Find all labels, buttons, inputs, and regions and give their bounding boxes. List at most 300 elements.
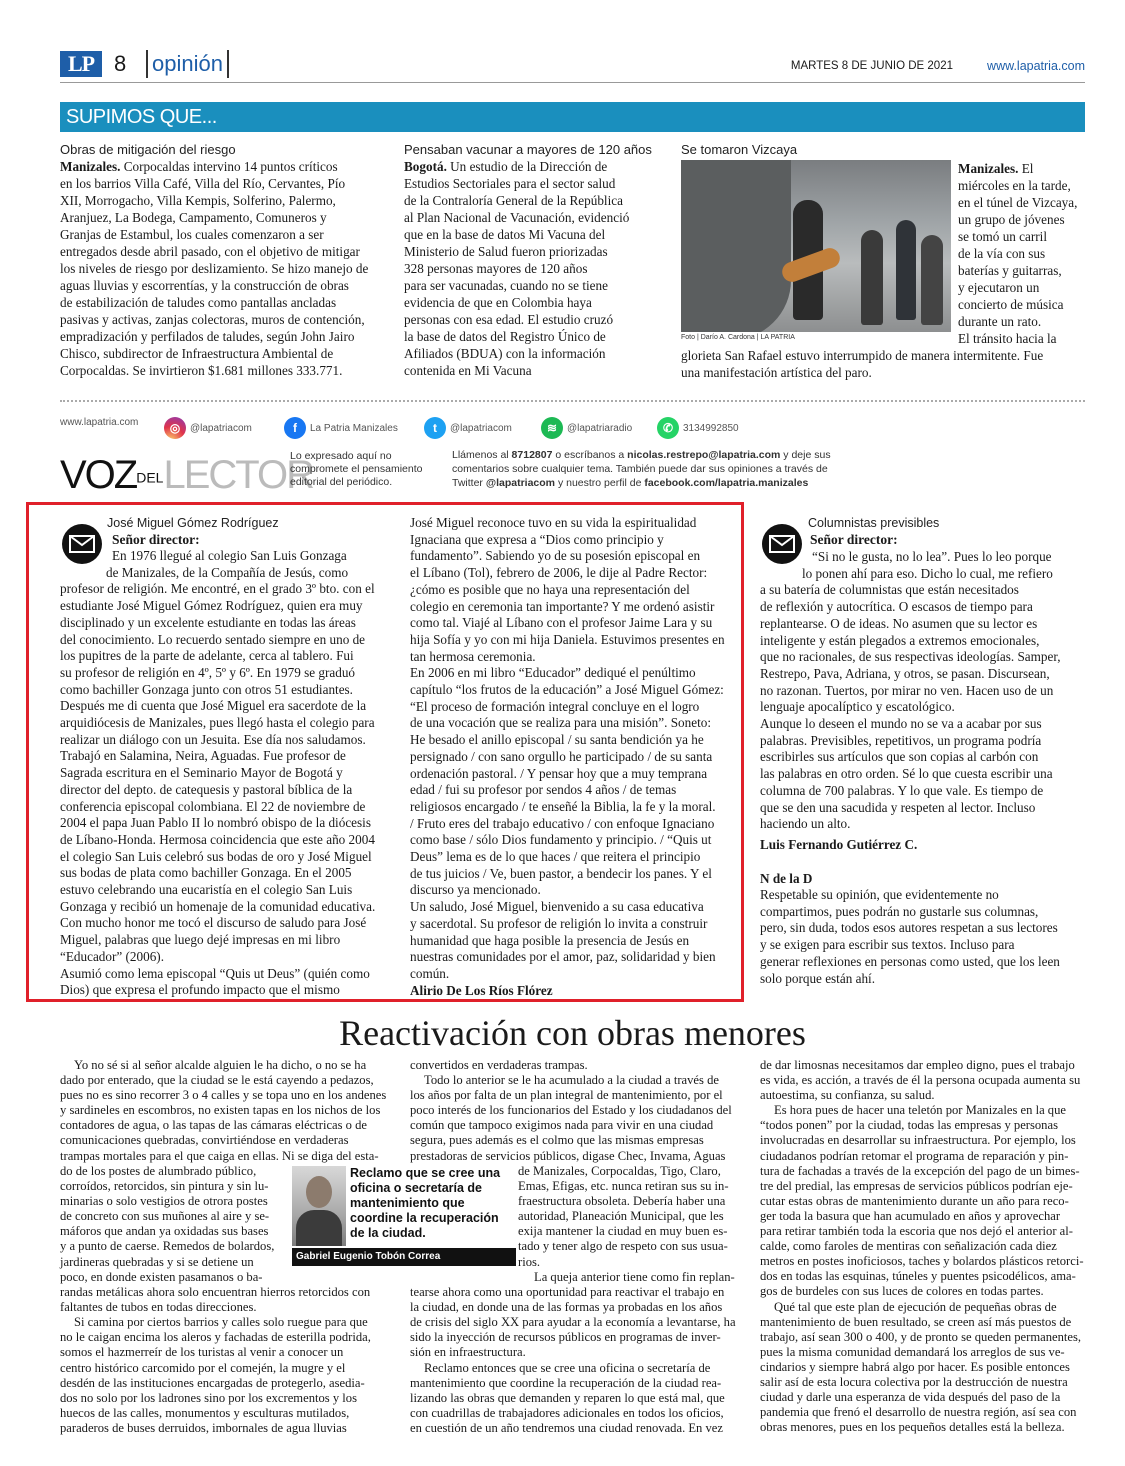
contact-highlight[interactable]: @lapatriacom	[485, 477, 556, 489]
letter-line: replantearse. O de ideas. No asumen que su lector es	[760, 615, 1038, 631]
text-line	[958, 211, 1085, 228]
letter-line: En 1976 llegué al colegio San Luis Gonzaga	[112, 548, 347, 563]
letter-line: las palabras en otro orden. Sé lo que cuesta escribir una	[760, 766, 1053, 782]
article-line: Todo lo anterior se le ha acumulado a la ciudad a través de	[424, 1073, 719, 1088]
editor-note-title: N de la D	[760, 871, 813, 886]
article-column-1-top	[60, 1058, 387, 1164]
letter-line: Después me di cuenta que José Miguel era sacerdote de la	[60, 698, 367, 714]
letter-line: Asumió como lema episcopal “Quis ut Deus” (quién como	[60, 965, 370, 981]
letter-line: José Miguel reconoce tuvo en su vida la espiritualidad	[410, 515, 697, 530]
article-line: la ciudad, en donde una de las formas ya probadas en los años	[410, 1300, 723, 1315]
letter-line: de reflexión y autocrítica. O escasos de tiempo para	[760, 599, 1033, 615]
article-line: ciudad y darle una esperanza de vida después del paso de la	[760, 1390, 1061, 1405]
letter-line: He besado el anillo episcopal / su santa bendición ya he	[410, 732, 704, 748]
article-line: no le caigan encima los aleros y fachadas de esterilla podrida,	[60, 1330, 371, 1345]
header-rule	[60, 82, 1085, 83]
letter1-signer: Alirio De Los Ríos Flórez	[410, 983, 553, 998]
text-line: una manifestación artística del paro.	[681, 365, 872, 380]
letter-line: estuvo celebrando una eucaristía en el colegio San Luis	[60, 882, 353, 898]
article-headline: Reactivación con obras menores	[339, 1013, 806, 1053]
article-column-2-bottom	[410, 1270, 737, 1436]
article-line: jardineras quebradas y si se detiene un	[60, 1254, 254, 1269]
text-fragment: para ser vacunadas, cuando no se tiene	[404, 278, 608, 293]
text-fragment: la base de datos del Registro Único de	[404, 329, 606, 344]
text-fragment: evidencia de que en Colombia haya	[404, 295, 592, 310]
social-twitter[interactable]: t @lapatriacom	[424, 417, 512, 439]
article-line: de dar limosnas necesitamos dar empleo digno, pues el trabajo	[760, 1058, 1075, 1072]
text-line	[60, 345, 360, 362]
text-line	[60, 311, 365, 328]
letter1-column-2	[410, 515, 735, 983]
article-line: en cuestión de un año tendremos una ciudad renovada. En vez	[410, 1420, 723, 1435]
article-line: tearse ahora como una oportunidad para reactivar el trabajo en	[410, 1285, 725, 1300]
text-line	[60, 192, 360, 209]
article-line: trampas mortales para el que caiga en ellas. Ni se diga del esta-	[60, 1148, 379, 1163]
article-line: mantenimiento que coordine la recuperación de la ciudad rea-	[410, 1375, 722, 1390]
letter-line: Ignaciana que expresa a “Dios como principio y	[410, 531, 664, 547]
article-line: mantenimiento de buen resultado, se creen así más puestos de	[760, 1314, 1072, 1329]
whatsapp-icon: ✆	[657, 417, 679, 439]
article-column-1-bottom	[60, 1270, 387, 1436]
supimos-heading-3: Se tomaron Vizcaya	[681, 142, 798, 157]
supimos-column-3	[681, 142, 1085, 158]
article-line: faltantes de tubos en todas direcciones.	[60, 1300, 257, 1315]
letter-line: a su batería de columnistas que están necesitados	[760, 582, 1019, 598]
letter-line: que no racionales, de sus respectivas ideologías. Samper,	[760, 649, 1061, 665]
letter-line: el colegio San Luis celebró sus bodas de oro y José Miguel	[60, 848, 372, 864]
article-line: pandemia que frenó el desarrollo de nuestra región, así sea con	[760, 1405, 1077, 1420]
letter-line: de una vocación que se realiza para una misión”. Soneto:	[410, 715, 712, 731]
article-line: metros en postes inoficiosos, taches y bolardos plásticos retorci-	[760, 1254, 1084, 1269]
twitter-icon: t	[424, 417, 446, 439]
contact-text: Llámenos al	[452, 449, 512, 461]
contact-line	[452, 462, 912, 476]
contact-highlight[interactable]: 8712807	[511, 449, 553, 461]
article-column-2-narrow	[518, 1164, 737, 1270]
supimos-body-3-full	[681, 347, 1085, 381]
letter-line: como tal. Viajé al Líbano con el profesor Jaime Lara y su	[410, 615, 713, 631]
letter-line: fundamento”. Sabiendo yo de su posesión episcopal en	[410, 548, 701, 564]
letter-line: discurso ya mencionado.	[410, 882, 541, 898]
article-line: tado y tener algo de respeto con sus usua-	[518, 1239, 728, 1254]
text-line	[60, 243, 360, 260]
letter-line: Restrepo, Pava, Adriana, y otros, se pasan. Discursean,	[760, 665, 1050, 681]
issue-date: MARTES 8 DE JUNIO DE 2021	[790, 60, 953, 72]
letter-line: “Educador” (2006).	[60, 948, 164, 964]
text-fragment: se tomó un carril	[958, 229, 1047, 244]
letter-line: capítulo “los frutos de la educación” a José Miguel Gómez:	[410, 682, 724, 698]
letter-line: su profesor de religión en 4º, 5º y 6º. En 1979 se graduó	[60, 664, 356, 680]
text-line	[60, 158, 360, 175]
page-header	[60, 50, 1085, 80]
letter-line: En 2006 en mi libro “Educador” dediqué el penúltimo	[410, 665, 696, 681]
article-line: obras menores, pues en los pequeños detalles está la belleza.	[760, 1420, 1065, 1435]
letter-line: escribirles sus artículos que son copias al carbón con	[760, 749, 1039, 765]
text-fragment: empradización y perfilados de taludes, según John Jairo	[60, 329, 355, 344]
text-fragment: concierto de música	[958, 297, 1064, 312]
text-fragment: El tránsito hacia la	[958, 331, 1057, 346]
article-line: salir así de esta locura colectiva por la destrucción de nuestra	[760, 1374, 1068, 1389]
article-line: involucradas en desarrollar su infraestructura. Por ejemplo, los	[760, 1133, 1076, 1148]
letter-line: religiosos encargado / te enseñé la Biblia, la fe y la moral.	[410, 798, 716, 814]
text-line	[404, 311, 664, 328]
article-line: minarias o solo vestigios de otrora postes	[60, 1194, 268, 1209]
article-line: contadores de agua, o las tapas de las cámaras eléctricas o de	[60, 1118, 368, 1133]
spotify-icon: ≋	[541, 417, 563, 439]
article-line: lizando las obras que demanden y reparen lo que está mal, que	[410, 1390, 725, 1405]
section-name: opinión	[146, 50, 229, 78]
letter-line: columna de 700 palabras. Y lo que vale. Es tiempo de	[760, 782, 1044, 798]
article-line: dado por enterado, que la ciudad se le está cayendo a pedazos,	[60, 1073, 374, 1088]
letter-line: 2004 el papa Juan Pablo II lo nombró obispo de la diócesis	[60, 815, 371, 831]
article-line: fraestructura obsoleta. Debería haber una	[518, 1194, 726, 1209]
text-line	[60, 226, 360, 243]
text-fragment: Corpocaldas. Se invirtieron $1.681 millones 333.771.	[60, 363, 343, 378]
letter-line: ¿cómo es posible que no haya una representación del	[410, 581, 690, 597]
text-line	[404, 192, 664, 209]
pull-quote: Reclamo que se cree una oficina o secretaría de mantenimiento que coordine la recuperación de la ciudad.	[350, 1166, 501, 1240]
article-line: Reclamo entonces que se cree una oficina o secretaría de	[424, 1360, 711, 1375]
letter1-author: José Miguel Gómez Rodríguez	[107, 516, 279, 530]
article-line: somos el hazmerreír de los turistas al venir a conocer un	[60, 1345, 344, 1360]
text-fragment: Un estudio de la Dirección de	[446, 159, 608, 174]
page-number: 8	[114, 51, 127, 76]
article-line: Es hora pues de hacer una teletón por Manizales en la que	[774, 1103, 1066, 1118]
article-line: máforos que andan ya oxidadas sus bases	[60, 1224, 269, 1239]
text-line	[60, 294, 360, 311]
text-fragment: de la Contraloría General de la República	[404, 193, 623, 208]
article-line: cutar estas obras de mantenimiento durante un año para reco-	[760, 1193, 1069, 1208]
note-line: compartimos, pues podrán no gustarle sus columnas,	[760, 903, 1039, 919]
article-line: prestadoras de servicios públicos, digase Chec, Invama, Aguas	[410, 1148, 726, 1163]
disclaimer-line: Lo expresado aquí no	[290, 450, 392, 462]
article-line: ciudadanos podrían retomar el programa de reparación y pin-	[760, 1148, 1069, 1163]
letter-line: Un saludo, José Miguel, bienvenido a su casa educativa	[410, 899, 704, 915]
note-line: generar reflexiones en personas como usted, que los leen	[760, 953, 1060, 969]
social-bar	[60, 417, 1085, 441]
editorial-disclaimer	[290, 450, 423, 489]
letter-line: ordenación pastoral. / Y pensar hoy que a muy temprana	[410, 765, 708, 781]
article-column-2-top	[410, 1058, 737, 1164]
letter-line: lenguaje apocalíptico y escatológico.	[760, 699, 955, 715]
letter-line: de Manizales, de la Compañía de Jesús, como	[106, 564, 349, 580]
text-line	[404, 175, 664, 192]
letter-line: Trabajó en Salamina, Neira, Aguadas. Fue profesor de	[60, 748, 346, 764]
text-fragment: 328 personas mayores de 120 años	[404, 261, 588, 276]
letter-line: nuestras comunidades por el amor, paz, solidaridad y bien	[410, 949, 716, 965]
letter-line: Con mucho honor me tocó el discurso de saludo para José	[60, 915, 367, 931]
text-line	[60, 209, 360, 226]
text-fragment: miércoles en la tarde,	[958, 178, 1071, 193]
article-line: huecos de las calles, monumentos y esculturas mutilados,	[60, 1405, 350, 1420]
article-line: convertidos en verdaderas trampas.	[410, 1058, 588, 1072]
article-line: es vida, es acción, a través de él la persona ocupada aumenta su	[760, 1073, 1081, 1088]
article-line: calde, como faroles de mentiras con señalización cada diez	[760, 1239, 1057, 1254]
letter-line: palabras. Previsibles, repetitivos, un programa podría	[760, 732, 1042, 748]
supimos-body-3-side	[958, 160, 1085, 347]
text-line	[404, 243, 664, 260]
text-fragment: El	[1018, 161, 1034, 176]
letter-line: persignado / con sano orgullo he participado / de su santa	[410, 748, 713, 764]
article-line: La queja anterior tiene como fin replan-	[534, 1270, 735, 1284]
text-line	[958, 313, 1085, 330]
letter-line: tan hermosa ceremonia.	[410, 648, 536, 664]
text-fragment: pasivas y activas, zanjas colectoras, muros de contención,	[60, 312, 365, 327]
article-line: para retirar también toda la escoria que nos dejó el anterior al-	[760, 1224, 1073, 1239]
article-line: tura de fachadas a través de la excepción del pago de un bimes-	[760, 1163, 1080, 1178]
letter2-signer: Luis Fernando Gutiérrez C.	[760, 837, 918, 852]
article-line: tre del predial, las empresas de servicios públicos podrían eje-	[760, 1178, 1073, 1193]
article-author: Gabriel Eugenio Tobón Correa	[292, 1248, 516, 1266]
article-line: pues no es sino recorrer 3 o 4 calles y se topa uno en los andenes	[60, 1088, 387, 1103]
note-line: pero, sin duda, todos esos autores respetan a sus lectores	[760, 920, 1058, 936]
site-url[interactable]: www.lapatria.com	[987, 59, 1085, 73]
text-line	[60, 362, 360, 379]
article-line: dos no solo por los ladrones sino por los excrementos y los	[60, 1390, 357, 1405]
text-line	[404, 260, 664, 277]
article-line: común que tampoco exigimos nada para vivir en una ciudad	[410, 1118, 714, 1133]
article-line: randas metálicas ahora solo encuentran hierros retorcidos con	[60, 1285, 371, 1300]
letter-line: de Líbano-Honda. Hermosa coincidencia que este año 2004	[60, 831, 375, 847]
text-line	[958, 262, 1085, 279]
letter-line: Gonzaga y recibió un homenaje de la comunidad educativa.	[60, 898, 376, 914]
text-line	[958, 330, 1085, 347]
text-fragment: y ejecutaron un	[958, 280, 1040, 295]
letter-line: lo ponen ahí para eso. Dicho lo cual, me refiero	[802, 565, 1053, 581]
supimos-column-1	[60, 142, 369, 379]
text-line	[958, 296, 1085, 313]
article-line: poco, en donde existen pasamanos o ba-	[60, 1270, 263, 1284]
supimos-title-bar: SUPIMOS QUE...	[60, 102, 1085, 132]
article-line: rios.	[518, 1254, 541, 1269]
letter-line: como base / sólo Dios fundamento y principio. / “Quis ut	[410, 832, 712, 848]
article-line: Yo no sé si al señor alcalde alguien le ha dicho, o no se ha	[74, 1058, 367, 1072]
letter-line: Deus” lema es de lo que haces / que reitera el principio	[410, 849, 701, 865]
letter-line: estudiante José Miguel Gómez Rodríguez, quien era muy	[60, 598, 363, 614]
supimos-body-1	[60, 158, 369, 379]
article-line: segura, pues además es el colmo que las mismas empresas	[410, 1133, 704, 1148]
section-divider	[60, 400, 1085, 402]
text-fragment: un grupo de jóvenes	[958, 212, 1065, 227]
text-fragment: personas con esa edad. El estudio cruzó	[404, 312, 614, 327]
text-fragment: de la vía con sus	[958, 246, 1046, 261]
facebook-icon: f	[284, 417, 306, 439]
letter-line: inteligente y están plegados a extremos emocionales,	[760, 632, 1040, 648]
article-line: exija mantener la ciudad en muy buen es-	[518, 1224, 728, 1239]
contact-line	[452, 448, 912, 462]
letter-line: haciendo un alto.	[760, 816, 851, 832]
note-line: y se exigen para escribir sus textos. Incluso para	[760, 937, 1015, 953]
contact-text: Twitter	[452, 477, 486, 489]
article-column-1-narrow	[60, 1164, 288, 1270]
article-line: los años por falta de un plan integral de mantenimiento, por el	[410, 1088, 723, 1103]
letter-line: humanidad que haga posible la presencia de Jesús en	[410, 932, 690, 948]
article-line: “todos ponen” por la ciudad, todas las empresas y personas	[760, 1118, 1058, 1133]
dateline: Bogotá.	[404, 159, 447, 174]
letter-line: realizar un diálogo con un Jesuita. Ese día nos saludamos.	[60, 731, 366, 747]
article-line: cindarios y siempre habrá algo por hacer. Es posible entonces	[760, 1359, 1070, 1374]
letter-line: los pupitres de la parte de adelante, cerca al tablero. Fui	[60, 648, 354, 664]
contact-info	[452, 448, 912, 490]
letter-line: de tus juicios / Ve, buen pastor, a bendecir los panes. Y el	[410, 865, 712, 881]
letter-line: colegio en ceremonia tan importante? Y me ordenó asistir	[410, 598, 715, 614]
text-fragment: Estudios Sectoriales para el sector salud	[404, 176, 616, 191]
text-fragment: en el túnel de Vizcaya,	[958, 195, 1078, 210]
article-line: poco interés de los funcionarios del Estado y los ciudadanos del	[410, 1103, 732, 1118]
text-fragment: en los barrios Villa Café, Villa del Río, Cervantes, Pío	[60, 176, 346, 191]
text-fragment: contenida en Mi Vacuna	[404, 363, 532, 378]
article-line: desdén de las instituciones encargadas de protegerlo, asedia-	[60, 1375, 365, 1390]
note-line: solo porque están ahí.	[760, 970, 875, 986]
contact-highlight[interactable]: facebook.com/lapatria.manizales	[644, 477, 809, 489]
text-fragment: que en la base de datos Mi Vacuna del	[404, 227, 606, 242]
letter-line: conferencia episcopal colombiana. El 22 de noviembre de	[60, 798, 366, 814]
text-line	[404, 277, 664, 294]
letter-line: el Líbano (Tol), febrero de 2006, le dije al Padre Rector:	[410, 565, 708, 581]
letter-line: sus bodas de plata como bachiller Gonzaga. En el 2005	[60, 865, 352, 881]
text-fragment: Corpocaldas intervino 14 puntos críticos	[120, 159, 338, 174]
article-line: de concreto con sus muñones al aire y se-	[60, 1209, 270, 1224]
article-line: autoestima, su confianza, su salud.	[760, 1088, 935, 1103]
contact-text: y deje sus	[780, 449, 831, 461]
article-line: Qué tal que este plan de ejecución de pequeñas obras de	[774, 1299, 1057, 1314]
letter-line: del conocimiento. Lo recuerdo sentado siempre en uno de	[60, 631, 366, 647]
letter-line: Aunque lo deseen el mundo no se va a acabar por sus	[760, 716, 1042, 732]
text-fragment: Afiliados (BDUA) con la información	[404, 346, 606, 361]
text-line	[958, 177, 1085, 194]
text-line	[958, 279, 1085, 296]
text-fragment: los niveles de riesgo por deslizamiento. Se hizo manejo de	[60, 261, 369, 276]
contact-highlight[interactable]: nicolas.restrepo@lapatria.com	[627, 449, 781, 461]
letter-line: Dios) que expresa el profundo impacto que el mismo	[60, 982, 340, 998]
letter-line: y sacerdotal. Su profesor de religión lo invita a construir	[410, 915, 708, 931]
article-line: trabajo, así sean 300 o 400, y de pronto se queden permanentes,	[760, 1329, 1082, 1344]
letter2-salutation: Señor director:	[810, 532, 898, 547]
letter1-salutation: Señor director:	[112, 532, 200, 547]
letter-line: común.	[410, 965, 450, 981]
letter-line: hija Sofía y yo con mi hija Daniela. Estuvimos presentes en	[410, 631, 725, 647]
article-column-3	[760, 1058, 1087, 1435]
text-fragment: Ministerio de Salud fueron priorizadas	[404, 244, 608, 259]
letter-line: como bachiller Gonzaga junto con otros 51 estudiantes.	[60, 681, 353, 697]
disclaimer-line: compromete el pensamiento	[290, 463, 423, 475]
letter-line: arquidiócesis de Manizales, pues llegó hasta el colegio para	[60, 715, 375, 731]
article-line: dos en todas las esquinas, túneles y puentes psicodélicos, ama-	[760, 1269, 1076, 1284]
article-line: sión en infraestructura.	[410, 1345, 526, 1360]
letter-line: / Fruto eres del trabajo educativo / con enfoque Ignaciano	[410, 815, 715, 831]
article-line: paraderos de buses derruidos, imbornales de agua lluvias	[60, 1420, 347, 1435]
text-line	[60, 277, 360, 294]
text-line	[404, 226, 664, 243]
editor-note-body	[760, 887, 1090, 987]
text-fragment: XII, Morrogacho, Villa Kempis, Solferino, Palermo,	[60, 193, 336, 208]
text-line	[404, 345, 664, 362]
article-line: ger toda la basura que han acumulado en años y aprovechar	[760, 1208, 1061, 1223]
contact-text: comentarios sobre cualquier tema. También puede dar sus opiniones a través de	[452, 463, 828, 475]
author-photo	[292, 1166, 346, 1246]
note-line: Respetable su opinión, que evidentemente no	[760, 887, 999, 902]
article-line: y a punto de caerse. Remedos de bolardos,	[60, 1239, 275, 1254]
text-line	[60, 260, 369, 277]
pull-quote-box	[292, 1166, 516, 1268]
supimos-heading-1: Obras de mitigación del riesgo	[60, 142, 236, 157]
text-line	[404, 362, 664, 379]
text-fragment: durante un rato.	[958, 314, 1042, 329]
text-line	[404, 294, 664, 311]
text-line	[404, 158, 664, 175]
letter-line: edad / fui su profesor por sendos 4 años / de temas	[410, 782, 677, 798]
contact-line	[452, 476, 912, 490]
letter-line: “El proceso de formación integral concluye en el logro	[410, 698, 700, 714]
text-fragment: aguas lluvias y escorrentías, y la construcción de obras	[60, 278, 349, 293]
letter-line: Miguel, palabras que luego dejé impresas en mi libro	[60, 932, 341, 948]
letter-line: no razonan. Tuertos, por mirar no ven. Hacen uso de un	[760, 682, 1054, 698]
article-line: corroídos, retorcidos, sin pintura y sin lu-	[60, 1179, 269, 1194]
article-line: comunicaciones quebradas, convirtiéndose en verdaderas	[60, 1133, 349, 1148]
social-web[interactable]: www.lapatria.com	[60, 417, 139, 428]
letter1-column-1	[60, 548, 390, 999]
text-fragment: Chisco, subdirector de Infraestructura Ambiental de	[60, 346, 334, 361]
letter-line: que se den una sacudida y respeten al lector. Incluso	[760, 799, 1036, 815]
social-whatsapp[interactable]: ✆ 3134992850	[657, 417, 739, 439]
letter-line: “Si no le gusta, no lo lea”. Pues lo leo porque	[812, 549, 1052, 564]
social-instagram[interactable]: ◎ @lapatriacom	[164, 417, 252, 439]
text-line	[60, 175, 360, 192]
text-line	[60, 328, 360, 345]
article-line: do de los postes de alumbrado público,	[60, 1164, 257, 1178]
article-line: con cuadrillas de trabajadores adicionales en todos los oficios,	[410, 1405, 724, 1420]
article-line: pues la misma comunidad demandará los arreglos de sus ve-	[760, 1344, 1065, 1359]
concert-photo	[681, 160, 951, 332]
text-line	[404, 209, 664, 226]
article-line: de Manizales, Corpocaldas, Tigo, Claro,	[518, 1164, 721, 1178]
text-fragment: de estabilización de taludes como pantallas ancladas	[60, 295, 337, 310]
supimos-body-2	[404, 158, 664, 379]
letter2-body	[760, 549, 1090, 833]
letter-line: director del depto. de catequesis y pastoral bíblica de la	[60, 781, 353, 797]
article-line: sido la inyección de recursos públicos en programas de inver-	[410, 1330, 721, 1345]
letter-line: profesor de religión. Me encontré, en el grado 3º bto. con el	[60, 581, 375, 597]
dateline: Manizales.	[958, 161, 1019, 176]
supimos-column-2	[404, 142, 664, 379]
text-line: glorieta San Rafael estuvo interrumpido de manera intermitente. Fue	[681, 348, 1044, 363]
letter-line: Sagrada escritura en el Seminario Mayor de Bogotá y	[60, 765, 343, 781]
text-line	[404, 328, 664, 345]
article-line: y sardineles en escombros, no existen tapas en los nichos de los	[60, 1103, 381, 1118]
supimos-heading-2: Pensaban vacunar a mayores de 120 años	[404, 142, 652, 157]
article-line: de crisis del siglo XX para ayudar a la economía a levantarse, ha	[410, 1315, 736, 1330]
article-line: Emas, Efigas, etc. nunca retiran sus su in-	[518, 1179, 729, 1194]
disclaimer-line: editorial del periódico.	[290, 476, 393, 488]
letter2-title: Columnistas previsibles	[808, 516, 940, 530]
photo-credit: Foto | Darío A. Cardona | LA PATRIA	[681, 334, 795, 341]
text-fragment: al Plan Nacional de Vacunación, evidenció	[404, 210, 630, 225]
dateline: Manizales.	[60, 159, 121, 174]
voz-del-lector-title: VOZDELLECTOR	[60, 453, 313, 497]
text-fragment: baterías y guitarras,	[958, 263, 1062, 278]
contact-text: o escríbanos a	[552, 449, 628, 461]
lp-logo: LP	[60, 51, 102, 77]
text-line	[958, 160, 1085, 177]
social-facebook[interactable]: f La Patria Manizales	[284, 417, 398, 439]
social-spotify[interactable]: ≋ @lapatriaradio	[541, 417, 632, 439]
article-line: centro histórico carcomido por el comején, la mugre y el	[60, 1360, 346, 1375]
text-fragment: entregados desde abril pasado, con el objetivo de mitigar	[60, 244, 360, 259]
text-fragment: Granjas de Estambul, los cuales comenzaron a ser	[60, 227, 324, 242]
text-line	[958, 194, 1085, 211]
text-fragment: Aranjuez, La Bodega, Campamento, Comuneros y	[60, 210, 327, 225]
article-line: gos de burdeles con sus luces de colores en todas partes.	[760, 1284, 1044, 1299]
